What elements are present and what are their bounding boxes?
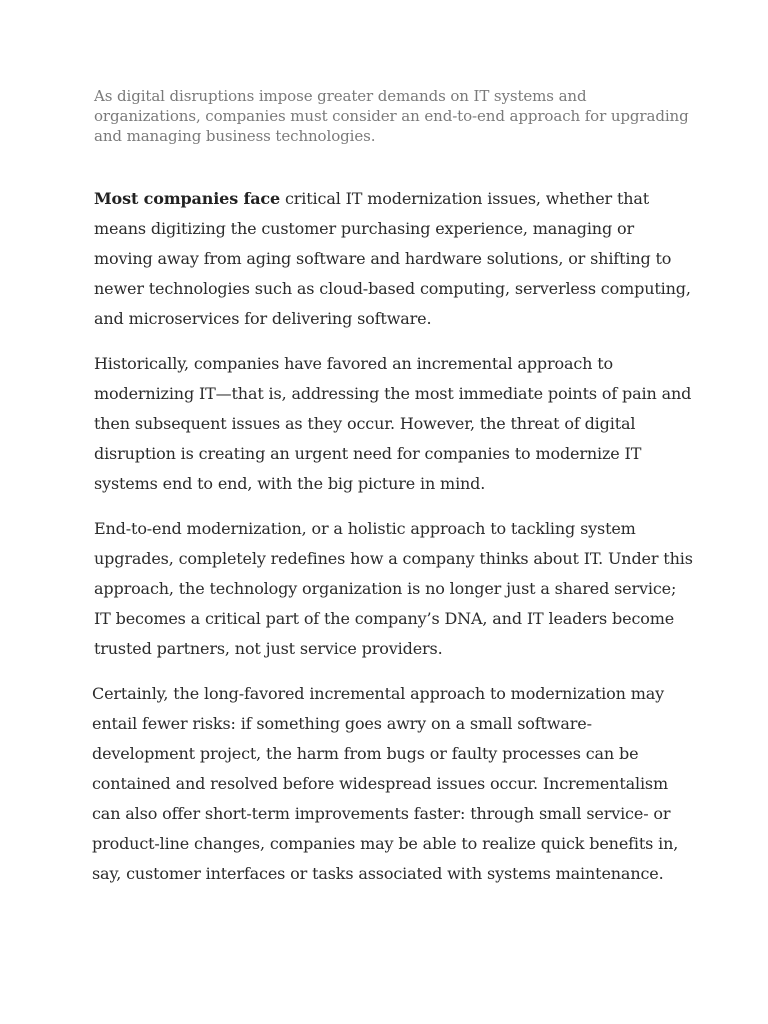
body-paragraph-2: Historically, companies have favored an incremental approach to modernizing IT—that is, addressing the most immediate points of pain and then subsequent issues as they occur. However, the threat of digital disruption is creating an urgent need for companies to modernize IT systems end to end, with the big picture in mind.	[94, 354, 692, 493]
article	[94, 86, 694, 904]
body-paragraph-1	[94, 184, 694, 334]
body-paragraph-4: Certainly, the long-favored incremental approach to modernization may entail fewer risks: if something goes awry on a small software-development project, the harm from bugs or faulty processes can be contained and resolved before widespread issues occur. Incrementalism can also offer short-term improvements faster: through small service- or product-line changes, companies may be able to realize quick benefits in, say, customer interfaces or tasks associated with systems maintenance.	[92, 684, 679, 883]
lead-in-text: Most companies face	[94, 189, 281, 208]
body-paragraph-3: End-to-end modernization, or a holistic approach to tackling system upgrades, completely redefines how a company thinks about IT. Under this approach, the technology organization is no longer just a shared service; IT becomes a critical part of the company’s DNA, and IT leaders become trusted partners, not just service providers.	[94, 519, 693, 658]
article-body	[94, 184, 694, 889]
article-standfirst: As digital disruptions impose greater demands on IT systems and organizations, companies must consider an end-to-end approach for upgrading and managing business technologies.	[94, 87, 689, 145]
body-paragraph-1-text: critical IT modernization issues, whether that means digitizing the customer purchasing experience, managing or moving away from aging software and hardware solutions, or shifting to newer technologies such as cloud-based computing, serverless computing, and microservices for delivering software.	[94, 189, 691, 328]
